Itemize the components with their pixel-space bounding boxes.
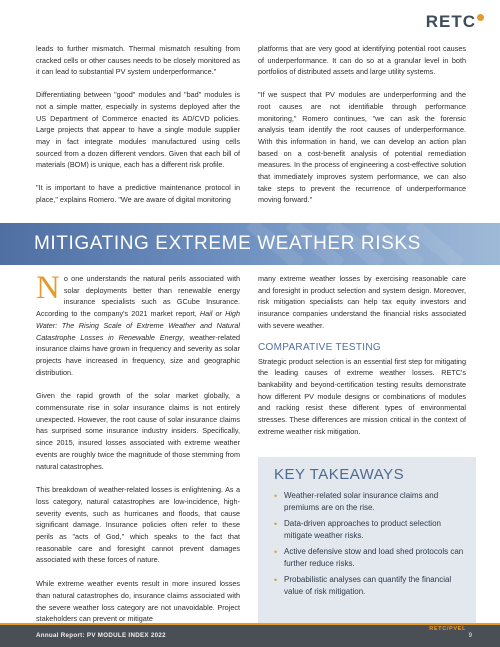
drop-cap: N [36,270,60,306]
section-title: MITIGATING EXTREME WEATHER RISKS [34,233,421,254]
bullet-icon: • [274,519,278,529]
bullet-icon: • [274,547,278,557]
intro-paragraph [36,270,241,378]
intro-text-end: , weather-related insurance claims have grown in frequency and severity as solar projects have increased in frequency, size and geographic distribution. [36,332,241,377]
takeaway-item [274,574,464,597]
report-title: Hail or High Water: The Rising Scale of Extreme Weather and Natural Catastrophe Losses in Renewable Energy [36,309,240,342]
bottom-left-column [36,270,241,625]
top-left-column [36,43,240,205]
top-right-column [258,43,466,206]
paragraph: platforms that are very good at identifying potential root causes of underperformance. It can do so at a granular level in both portfolios of distributed assets and large utility systems. [258,44,466,77]
footer-brand: RETC/PVEL [429,626,466,632]
paragraph: "If we suspect that PV modules are underperforming and the root causes are not identifiable through performance monitoring," Romero continues, "we can ask the forensic analysis team identify the root causes of underperformance. With this information in hand, we can develop an action plan based on a cost-benefit analysis of potential remediation measures. In the process of engineering a cost-effective solution that immediately improves system performance, we can also take steps to prevent the recurrence of underperformance moving forward." [258,90,466,205]
takeaway-item [274,546,464,569]
paragraph: many extreme weather losses by exercising reasonable care and foresight in product selection and system design. Moreover, risk mitigation specialists can help tax equity investors and insurance companies understand the financial risks associated with severe weather. [258,274,466,330]
paragraph: While extreme weather events result in more insured losses than natural catastrophes do, insurance claims associated with the severe weather loss category are not unavoidable. Project stakeholders can prevent or mitigate [36,579,240,624]
paragraph: Strategic product selection is an essential first step for mitigating the leading causes of extreme weather losses. RETC's bankability and beyond-certification testing results demonstrate how different PV module designs or combinations of modules and racking resist these different types of environmental stresses. These differences are mission critical in the context of extreme weather risk mitigation. [258,356,466,436]
paragraph: Given the rapid growth of the solar market globally, a commensurate rise in solar insurance claims is not entirely unexpected. However, the root cause of solar insurance claims has surprised some insurance industry insiders. Specifically, since 2015, insured losses associated with extreme weather events are roughly twice the magnitude of those stemming from natural catastrophes. [36,391,240,471]
takeaways-title: KEY TAKEAWAYS [274,466,405,483]
takeaway-text: Active defensive stow and load shed protocols can further reduce risks. [284,547,464,568]
page-number: 9 [468,633,472,639]
bullet-icon: • [274,491,278,501]
subheading: COMPARATIVE TESTING [258,341,381,353]
section-banner [0,223,500,265]
takeaway-text: Data-driven approaches to product selection mitigate weather risks. [284,519,441,540]
takeaway-item [274,518,464,541]
logo-text: RETC [425,12,476,31]
paragraph: Differentiating between "good" modules and "bad" modules is not a simple matter, especially in systems deployed after the US Department of Commerce enacted its AD/CVD policies. Large projects that appear to have a single module supplier may in fact integrate modules manufactured using cells sourced from a dozen different vendors. Given that each bill of materials (BOM) is unique, each has a different risk profile. [36,90,240,170]
retc-logo [426,12,484,32]
page-footer [0,623,500,647]
report-label: Annual Report: [36,632,85,639]
takeaway-text: Probabilistic analyses can quantify the financial value of risk mitigation. [284,575,452,596]
paragraph: "It is important to have a predictive maintenance protocol in place," explains Romero. "We are aware of digital monitoring [36,183,240,204]
takeaway-item [274,490,464,513]
paragraph: This breakdown of weather-related losses is enlightening. As a loss category, natural catastrophes are low-incidence, high-severity events, such as hurricanes and floods, that cause significant damage. Insurance policies often refer to these perils as "acts of God," which speaks to the fact that reasonable care and foresight cannot prevent damages associated with these forces of nature. [36,485,240,565]
logo-dot-icon [477,14,484,21]
bottom-right-column [258,273,466,437]
footer-report-label [36,632,166,639]
paragraph: leads to further mismatch. Thermal mismatch resulting from cracked cells or other causes needs to be closely monitored as it can lead to substantial PV system underperformance." [36,44,240,77]
key-takeaways-box [258,457,476,623]
takeaway-text: Weather-related solar insurance claims and premiums are on the rise. [284,491,439,512]
footer-accent-line [0,623,500,625]
bullet-icon: • [274,575,278,585]
report-name: PV MODULE INDEX 2022 [86,632,166,639]
intro-text: o one understands the natural perils associated with solar deployments better than renewable energy insurance specialists such as GCube Insurance. According to the company's 2021 market report, [36,274,240,319]
